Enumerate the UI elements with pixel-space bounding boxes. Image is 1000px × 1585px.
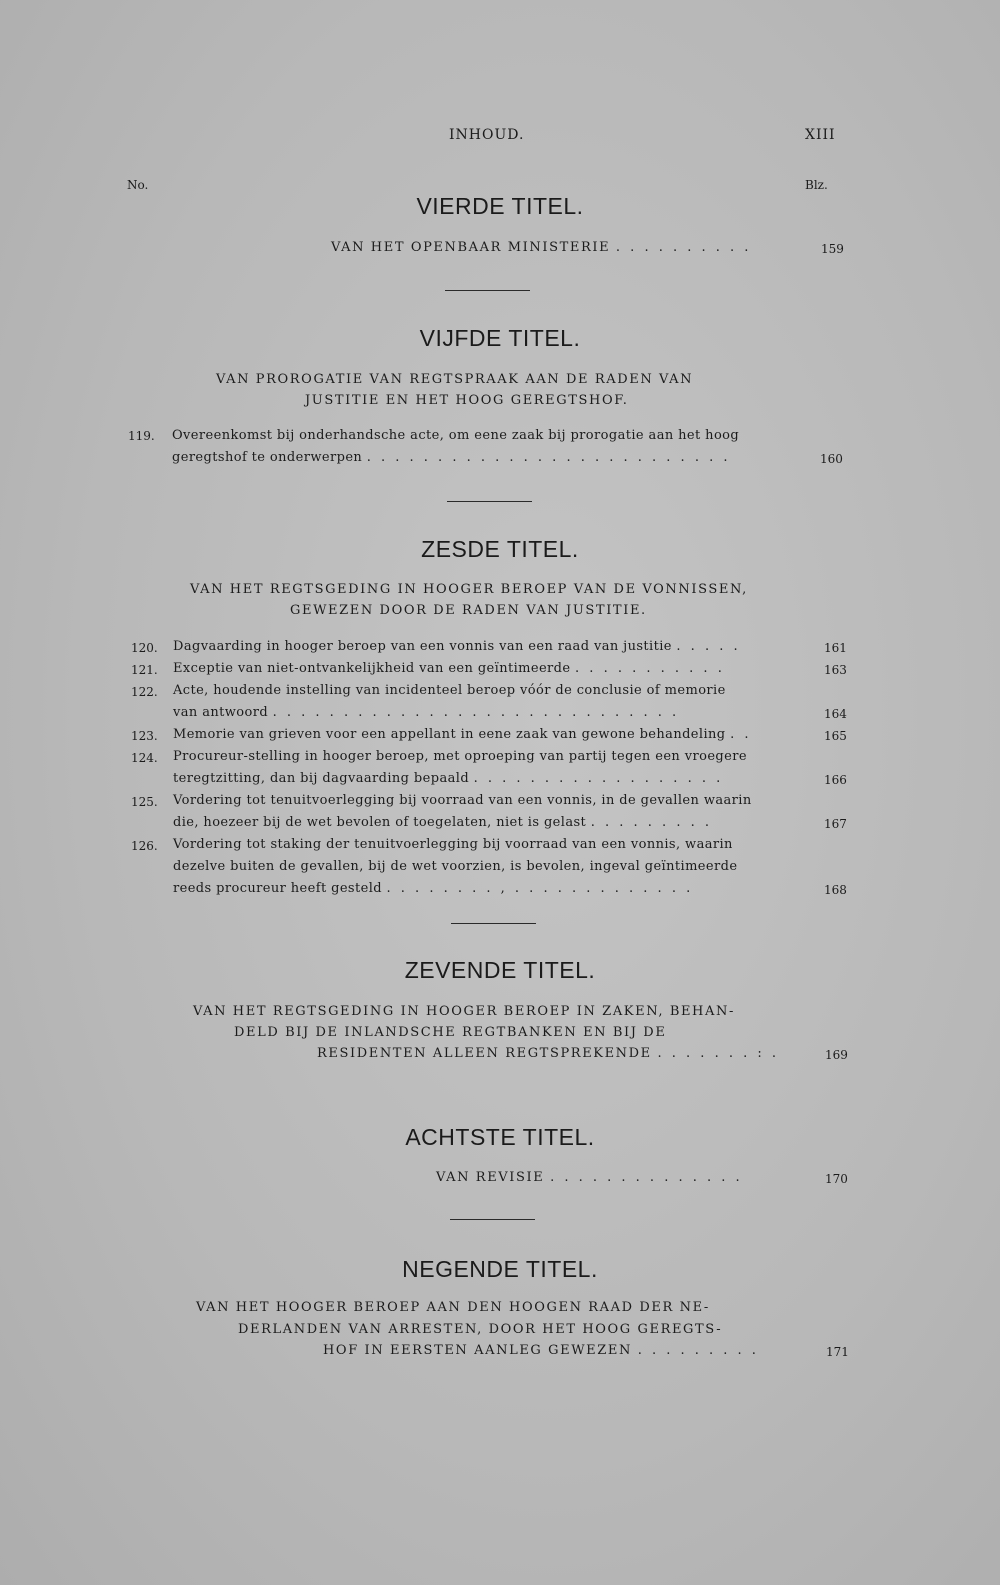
page-ref: 164	[824, 707, 847, 721]
running-header-title: INHOUD.	[449, 127, 525, 143]
section-heading-zevende-line1: VAN HET REGTSGEDING IN HOOGER BEROEP IN ZAKEN, BEHAN-	[193, 1004, 735, 1019]
entry-number: 119.	[128, 429, 155, 443]
page-ref: 167	[824, 817, 847, 831]
section-title-achtste: ACHTSTE TITEL.	[405, 1124, 595, 1150]
entry-text: Exceptie van niet-ontvankelijkheid van een geïntimeerde . . . . . . . . . . .	[173, 661, 725, 676]
entry-text: Vordering tot tenuitvoerlegging bij voorraad van een vonnis, in de gevallen waarin	[173, 793, 752, 808]
entry-text: Overeenkomst bij onderhandsche acte, om eene zaak bij prorogatie aan het hoog	[172, 428, 740, 443]
page-ref-negende: 171	[826, 1345, 849, 1359]
section-title-negende: NEGENDE TITEL.	[402, 1256, 598, 1282]
section-divider	[447, 501, 532, 502]
section-title-vierde: VIERDE TITEL.	[416, 193, 584, 219]
page-ref: 168	[824, 883, 847, 897]
entry-text-cont: reeds procureur heeft gesteld . . . . . . . . , . . . . . . . . . . . . .	[173, 881, 694, 896]
entry-text: Acte, houdende instelling van incidenteel beroep vóór de conclusie of memorie	[173, 683, 726, 698]
column-label-blz: Blz.	[805, 178, 828, 192]
section-divider	[450, 1219, 535, 1220]
entry-number: 122.	[131, 685, 158, 699]
page-ref: 165	[824, 729, 847, 743]
entry-text: Procureur-stelling in hooger beroep, met oproeping van partij tegen een vroegere	[173, 749, 747, 764]
section-divider	[451, 923, 536, 924]
section-title-zevende: ZEVENDE TITEL.	[404, 957, 596, 983]
entry-text-cont: geregtshof te onderwerpen . . . . . . . . . . . . . . . . . . . . . . . . . .	[172, 450, 731, 465]
section-heading-zesde-line1: VAN HET REGTSGEDING IN HOOGER BEROEP VAN DE VONNISSEN,	[190, 582, 748, 597]
section-heading-negende-line3: HOF IN EERSTEN AANLEG GEWEZEN . . . . . . . . .	[323, 1343, 759, 1358]
section-heading-vijfde-line2: JUSTITIE EN HET HOOG GEREGTSHOF.	[305, 393, 629, 408]
entry-number: 124.	[131, 751, 158, 765]
entry-number: 125.	[131, 795, 158, 809]
page-number-roman: XIII	[805, 127, 836, 143]
section-title-vijfde: VIJFDE TITEL.	[419, 325, 581, 351]
section-divider	[445, 290, 530, 291]
section-heading-zevende-line2: DELD BIJ DE INLANDSCHE REGTBANKEN EN BIJ DE	[234, 1025, 667, 1040]
section-heading-negende-line1: VAN HET HOOGER BEROEP AAN DEN HOOGEN RAAD DER NE-	[196, 1300, 710, 1315]
entry-text-cont: die, hoezeer bij de wet bevolen of toegelaten, niet is gelast . . . . . . . . .	[173, 815, 712, 830]
section-heading-negende-line2: DERLANDEN VAN ARRESTEN, DOOR HET HOOG GEREGTS-	[238, 1322, 723, 1337]
page-ref-vierde: 159	[821, 242, 844, 256]
column-label-no: No.	[127, 178, 149, 192]
entry-text: Vordering tot staking der tenuitvoerlegging bij voorraad van een vonnis, waarin	[173, 837, 733, 852]
section-heading-zesde-line2: GEWEZEN DOOR DE RADEN VAN JUSTITIE.	[290, 603, 647, 618]
section-heading-zevende-line3: RESIDENTEN ALLEEN REGTSPREKENDE . . . . . . . : .	[317, 1046, 780, 1061]
page-ref-achtste: 170	[825, 1172, 848, 1186]
entry-number: 123.	[131, 729, 158, 743]
section-heading-vijfde-line1: VAN PROROGATIE VAN REGTSPRAAK AAN DE RADEN VAN	[216, 372, 694, 387]
page-ref-zevende: 169	[825, 1048, 848, 1062]
entry-text: Memorie van grieven voor een appellant in eene zaak van gewone behandeling . .	[173, 727, 752, 742]
page-ref: 163	[824, 663, 847, 677]
entry-text-cont: teregtzitting, dan bij dagvaarding bepaald . . . . . . . . . . . . . . . . . .	[173, 771, 724, 786]
page-ref: 161	[824, 641, 847, 655]
entry-number: 126.	[131, 839, 158, 853]
entry-text-cont: dezelve buiten de gevallen, bij de wet voorzien, is bevolen, ingeval geïntimeerde	[173, 859, 738, 874]
entry-text: Dagvaarding in hooger beroep van een vonnis van een raad van justitie . . . . .	[173, 639, 741, 654]
page-ref: 166	[824, 773, 847, 787]
section-heading-vierde: VAN HET OPENBAAR MINISTERIE . . . . . . . . . .	[331, 240, 752, 255]
entry-number: 121.	[131, 663, 158, 677]
entry-text-cont: van antwoord . . . . . . . . . . . . . . . . . . . . . . . . . . . . .	[173, 705, 680, 720]
section-title-zesde: ZESDE TITEL.	[421, 536, 579, 562]
entry-number: 120.	[131, 641, 158, 655]
page-ref: 160	[820, 452, 843, 466]
section-heading-achtste: VAN REVISIE . . . . . . . . . . . . . .	[436, 1170, 743, 1185]
